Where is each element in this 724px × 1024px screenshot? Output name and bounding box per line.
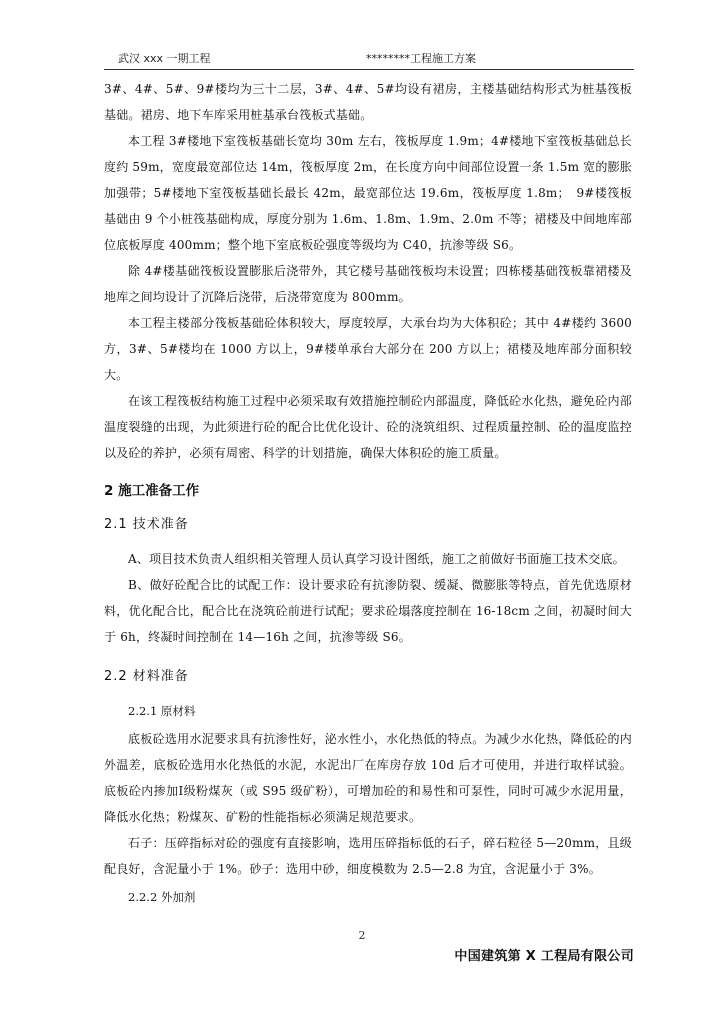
header-project-name: 武汉 xxx 一期工程 xyxy=(118,52,211,65)
section-2-2-1-heading: 2.2.1 原材料 xyxy=(128,704,196,718)
intro-paragraph-4: 本工程主楼部分筏板基础砼体积较大，厚度较厚，大承台均为大体积砼；其中 4#楼约 3600 方，3#、5#楼均在 1000 方以上，9#楼单承台大部分在 200 方以上；裙楼及地库部分面积较大。 xyxy=(104,316,632,382)
raw-material-paragraph-2: 石子：压碎指标对砼的强度有直接影响，选用压碎指标低的石子，碎石粒径 5—20mm，且级配良好，含泥量小于 1%。砂子：选用中砂，细度模数为 2.5—2.8 为宜，含泥量小于 3%。 xyxy=(104,836,632,876)
footer-company-name: 中国建筑第 X 工程局有限公司 xyxy=(454,949,634,964)
document-body xyxy=(104,76,632,912)
tech-prep-item-b: B、做好砼配合比的试配工作：设计要求砼有抗渗防裂、缓凝、微膨胀等特点，首先优选原材料，优化配合比，配合比在浇筑砼前进行试配；要求砼塌落度控制在 16-18cm 之间，初凝时间大于 6h，终凝时间控制在 14—16h 之间，抗渗等级 S6。 xyxy=(104,578,632,644)
section-2-heading: 2 施工准备工作 xyxy=(104,483,200,499)
intro-paragraph-5: 在该工程筏板结构施工过程中必须采取有效措施控制砼内部温度，降低砼水化热，避免砼内部温度裂缝的出现，为此须进行砼的配合比优化设计、砼的浇筑组织、过程质量控制、砼的温度监控以及砼的养护，必须有周密、科学的计划措施，确保大体积砼的施工质量。 xyxy=(104,394,632,460)
page-number: 2 xyxy=(358,929,366,942)
page-header xyxy=(104,50,634,66)
raw-material-paragraph-1: 底板砼选用水泥要求具有抗渗性好，泌水性小，水化热低的特点。为减少水化热，降低砼的内外温差，底板砼选用水化热低的水泥，水泥出厂在库房存放 10d 后才可使用，并进行取样试验。底板砼内掺加Ⅰ级粉煤灰（或 S95 级矿粉），可增加砼的和易性和可泵性，同时可减少水泥用量，降低水化热；粉煤灰、矿粉的性能指标必须满足规范要求。 xyxy=(104,732,632,824)
section-2-1-heading: 2.1 技术准备 xyxy=(104,517,189,532)
section-2-2-heading: 2.2 材料准备 xyxy=(104,669,189,684)
intro-paragraph-1: 3#、4#、5#、9#楼均为三十二层，3#、4#、5#均设有裙房，主楼基础结构形式为桩基筏板基础。裙房、地下车库采用桩基承台筏板式基础。 xyxy=(104,82,632,122)
tech-prep-item-a: A、项目技术负责人组织相关管理人员认真学习设计图纸，施工之前做好书面施工技术交底。 xyxy=(128,552,625,566)
header-document-title: ********工程施工方案 xyxy=(366,52,476,65)
intro-paragraph-2: 本工程 3#楼地下室筏板基础长宽均 30m 左右，筏板厚度 1.9m；4#楼地下室筏板基础总长度约 59m，宽度最宽部位达 14m，筏板厚度 2m，在长度方向中间部位设置一条 1.5m 宽的膨胀加强带；5#楼地下室筏板基础长最长 42m，最宽部位达 19.6m，筏板厚度 1.8m； 9#楼筏板基础由 9 个小桩筏基础构成，厚度分别为 1.6m、1.8m、1.9m、2.0m 不等；裙楼及中间地库部位底板厚度 400mm；整个地下室底板砼强度等级均为 C40，抗渗等级 S6。 xyxy=(104,134,632,252)
intro-paragraph-3: 除 4#楼基础筏板设置膨胀后浇带外，其它楼号基础筏板均未设置；四栋楼基础筏板靠裙楼及地库之间均设计了沉降后浇带，后浇带宽度为 800mm。 xyxy=(104,264,632,304)
header-divider xyxy=(104,69,634,70)
section-2-2-2-heading: 2.2.2 外加剂 xyxy=(128,890,196,904)
